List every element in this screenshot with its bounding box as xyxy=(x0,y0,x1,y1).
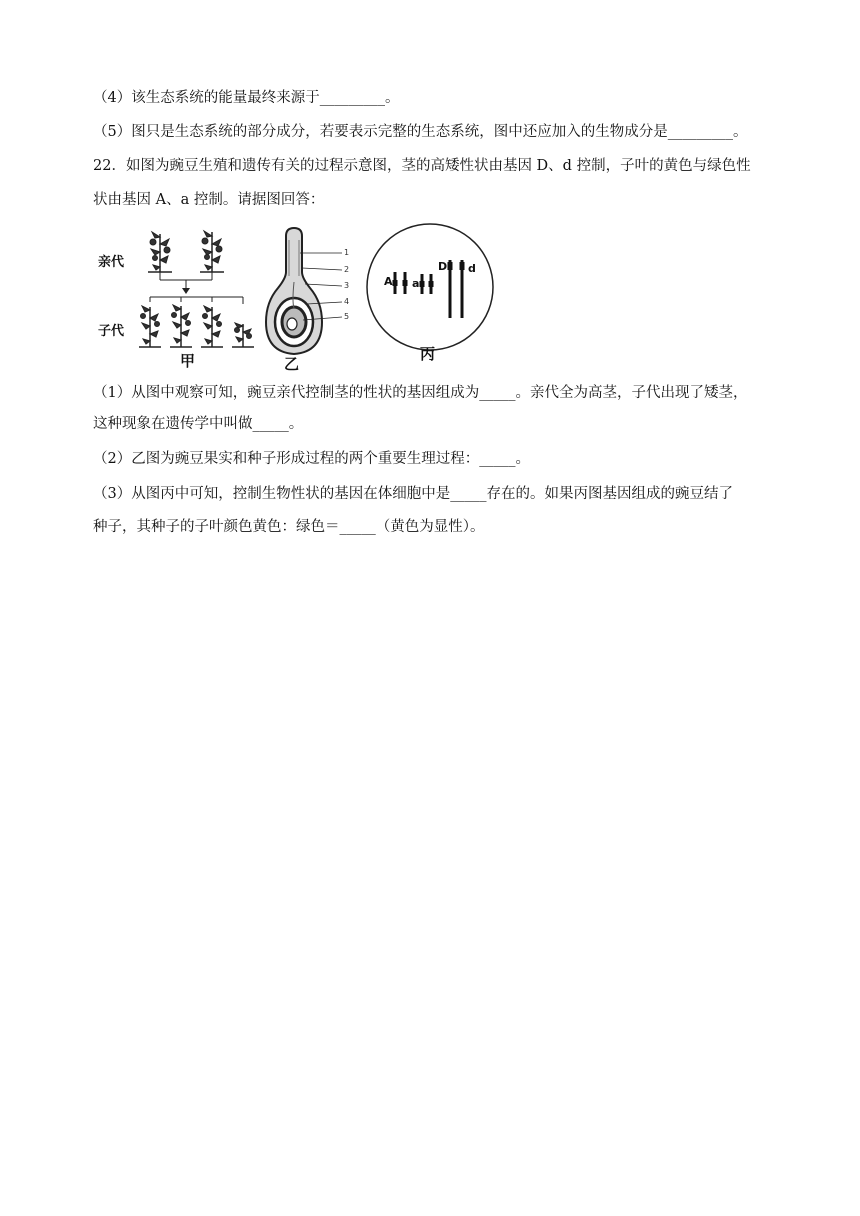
q22-part3-line2: 种子，其种子的子叶颜色黄色：绿色＝_____（黄色为显性）。 xyxy=(93,519,485,535)
caption-bing: 丙 xyxy=(420,345,436,363)
offspring-plant-2 xyxy=(170,305,192,347)
offspring-plant-1 xyxy=(139,306,161,347)
q22-part1-line1: （1）从图中观察可知，豌豆亲代控制茎的性状的基因组成为_____。亲代全为高茎，子代出现了矮茎， xyxy=(93,385,748,401)
offspring-label: 子代 xyxy=(98,324,125,339)
label-4: 4 xyxy=(344,297,350,306)
caption-yi: 乙 xyxy=(284,355,300,373)
gene-a: a xyxy=(412,277,420,290)
gene-D: D xyxy=(438,260,448,273)
q22-part2: （2）乙图为豌豆果实和种子形成过程的两个重要生理过程：_____。 xyxy=(93,451,530,467)
gene-d: d xyxy=(468,262,476,275)
parent-label: 亲代 xyxy=(98,255,125,270)
label-2: 2 xyxy=(344,265,350,274)
offspring-plant-3 xyxy=(201,306,223,347)
pea-genetics-figure xyxy=(95,222,507,372)
q21-part5: （5）图只是生态系统的部分成分，若要表示完整的生态系统，图中还应加入的生物成分是_________。 xyxy=(93,124,748,140)
offspring-plant-dwarf xyxy=(232,323,254,347)
gene-A: A xyxy=(384,275,393,288)
q21-part4: （4）该生态系统的能量最终来源于_________。 xyxy=(93,90,400,106)
figure-drawing xyxy=(95,222,507,372)
parent-plant-left xyxy=(150,232,170,272)
pistil-diagram xyxy=(266,228,342,354)
q22-stem-line2: 状由基因 A、a 控制。请据图回答： xyxy=(93,192,325,208)
q22-part1-line2: 这种现象在遗传学中叫做_____。 xyxy=(93,416,304,432)
label-5: 5 xyxy=(344,312,350,321)
q22-part3-line1: （3）从图丙中可知，控制生物性状的基因在体细胞中是_____存在的。如果丙图基因组成的豌豆结了 xyxy=(93,486,733,502)
label-1: 1 xyxy=(344,248,350,257)
q22-stem-line1: 22．如图为豌豆生殖和遗传有关的过程示意图，茎的高矮性状由基因 D、d 控制，子叶的黄色与绿色性 xyxy=(93,158,751,174)
caption-jia: 甲 xyxy=(180,352,196,370)
parent-plant-right xyxy=(202,231,222,272)
label-3: 3 xyxy=(344,281,350,290)
